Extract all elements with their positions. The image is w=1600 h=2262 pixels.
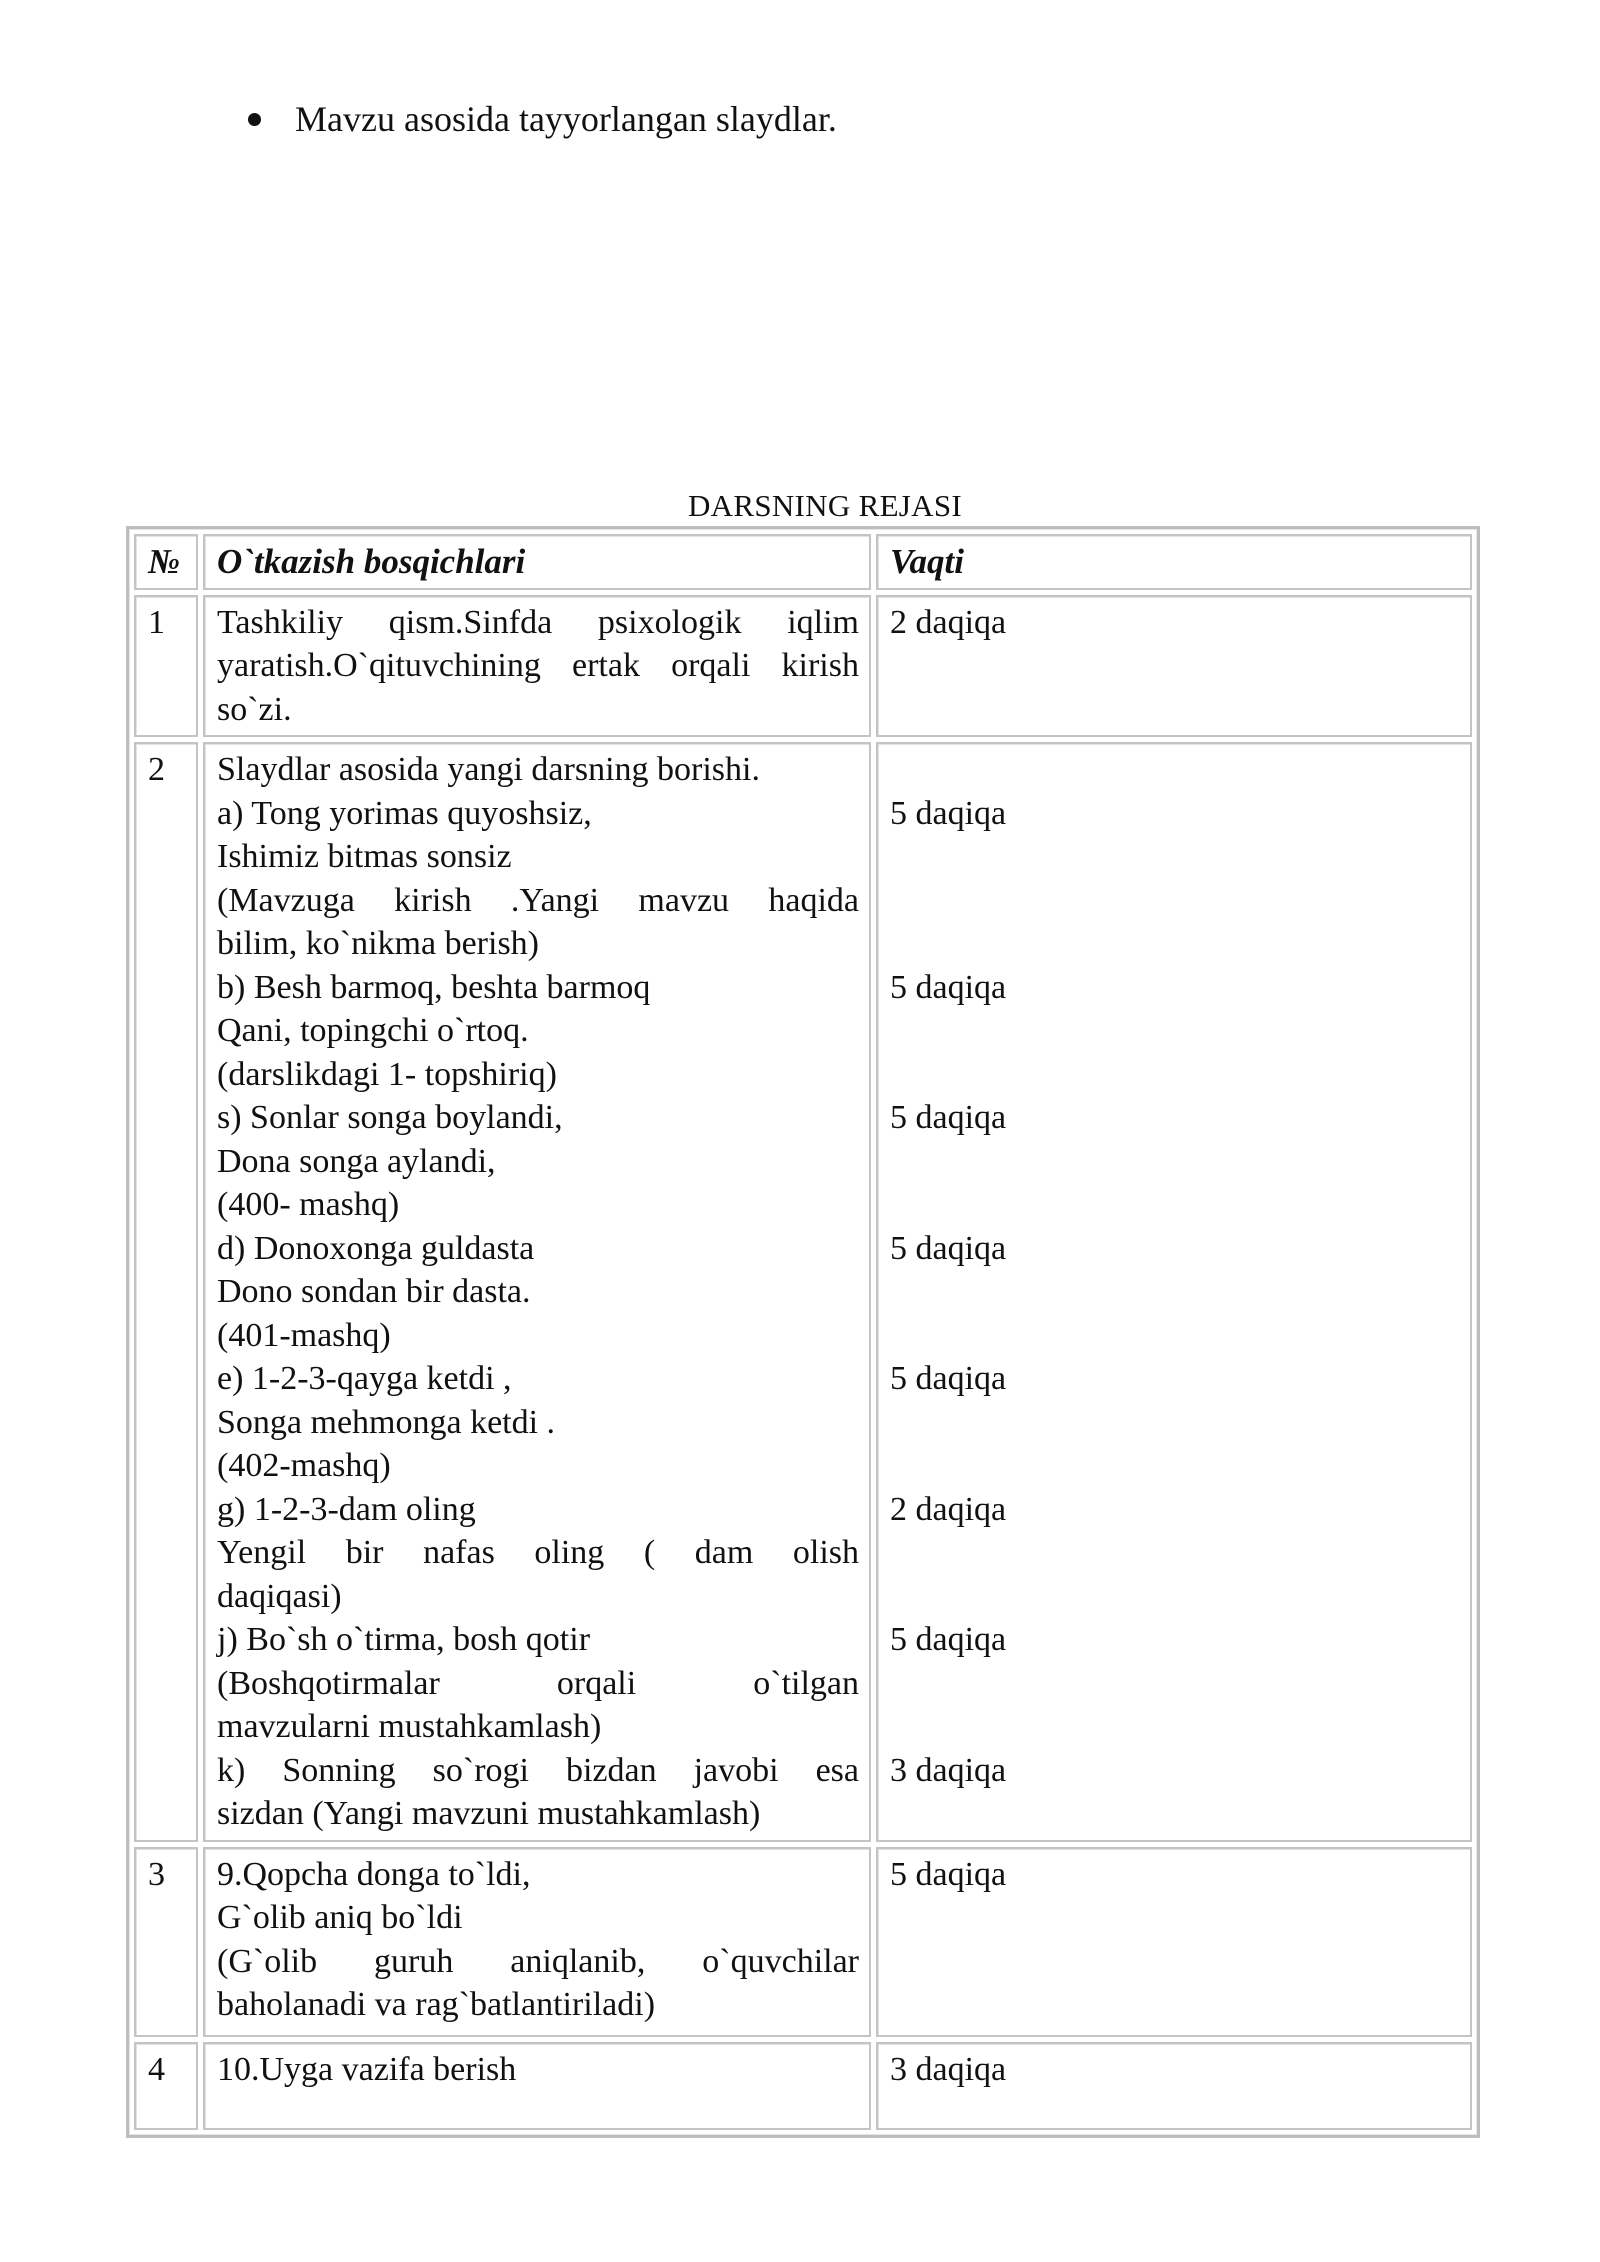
- time-line: 3 daqiqa: [890, 2050, 1007, 2088]
- table-row: [134, 1847, 1472, 2037]
- stage-line: b) Besh barmoq, beshta barmoq: [217, 968, 651, 1006]
- stage-line: (G`olib guruh aniqlanib, o`quvchilar: [217, 1942, 859, 1980]
- time-line: 2 daqiqa: [890, 603, 1007, 641]
- row-time: [876, 742, 1472, 1842]
- stage-line: (400- mashq): [217, 1186, 400, 1223]
- bullet-text: Mavzu asosida tayyorlangan slaydlar.: [295, 99, 837, 139]
- row-stage: [203, 595, 871, 738]
- time-line: [890, 1792, 1460, 1836]
- time-line: 5 daqiqa: [890, 1099, 1007, 1136]
- stage-line: (402-mashq): [217, 1447, 391, 1484]
- stage-line: yaratish.O`qituvchining ertak orqali kirish: [217, 647, 859, 684]
- stage-line: Songa mehmonga ketdi .: [217, 1403, 556, 1441]
- stage-line: j) Bo`sh o`tirma, bosh qotir: [217, 1621, 591, 1658]
- time-line: 3 daqiqa: [890, 1751, 1007, 1789]
- stage-line: e) 1-2-3-qayga ketdi ,: [217, 1360, 512, 1397]
- stage-line: Qani, topingchi o`rtoq.: [217, 1012, 529, 1049]
- bullet-dot-icon: [248, 113, 261, 126]
- table-row: [134, 2042, 1472, 2130]
- time-line: [890, 1401, 1460, 1445]
- stage-line: G`olib aniq bo`ldi: [217, 1899, 463, 1936]
- time-line: [890, 835, 1460, 879]
- stage-line: (Mavzuga kirish .Yangi mavzu haqida: [217, 881, 859, 919]
- time-line: [890, 1662, 1460, 1706]
- stage-line: 10.Uyga vazifa berish: [217, 2050, 517, 2088]
- time-line: [890, 1053, 1460, 1097]
- stage-line: Dona songa aylandi,: [217, 1142, 496, 1180]
- row-number: 4: [134, 2042, 198, 2130]
- time-line: [890, 1270, 1460, 1314]
- lesson-plan-table: [126, 526, 1480, 2138]
- stage-line: so`zi.: [217, 690, 292, 728]
- table-row: [134, 742, 1472, 1842]
- stage-line: (Boshqotirmalar orqali o`tilgan: [217, 1664, 859, 1702]
- stage-line: Tashkiliy qism.Sinfda psixologik iqlim: [217, 603, 859, 641]
- stage-line: a) Tong yorimas quyoshsiz,: [217, 794, 592, 832]
- time-line: 5 daqiqa: [890, 794, 1007, 832]
- row-time: [876, 595, 1472, 738]
- stage-line: k) Sonning so`rogi bizdan javobi esa: [217, 1751, 859, 1789]
- time-line: [890, 1444, 1460, 1488]
- table-title: DARSNING REJASI: [687, 488, 963, 523]
- table-row: [134, 595, 1472, 738]
- time-line: 5 daqiqa: [890, 1621, 1007, 1658]
- row-number: 2: [134, 742, 198, 1842]
- row-stage: [203, 1847, 871, 2037]
- time-line: [890, 1183, 1460, 1227]
- time-line: [890, 1009, 1460, 1053]
- time-line: [890, 1314, 1460, 1358]
- table-header-row: [134, 534, 1472, 590]
- time-line: [890, 748, 1460, 792]
- stage-line: g) 1-2-3-dam oling: [217, 1490, 476, 1528]
- time-line: [890, 1531, 1460, 1575]
- header-stage: O`tkazish bosqichlari: [203, 534, 871, 590]
- stage-line: bilim, ko`nikma berish): [217, 925, 540, 962]
- stage-line: 9.Qopcha donga to`ldi,: [217, 1855, 531, 1893]
- time-line: [890, 922, 1460, 966]
- stage-line: Yengil bir nafas oling ( dam olish: [217, 1534, 859, 1571]
- time-line: 5 daqiqa: [890, 1855, 1007, 1893]
- time-line: [890, 1575, 1460, 1619]
- stage-line: s) Sonlar songa boylandi,: [217, 1099, 563, 1136]
- bullet-item: [248, 94, 837, 144]
- stage-line: daqiqasi): [217, 1577, 342, 1615]
- time-line: 5 daqiqa: [890, 1229, 1007, 1267]
- row-time: [876, 2042, 1472, 2130]
- stage-line: baholanadi va rag`batlantiriladi): [217, 1986, 656, 2023]
- header-num: №: [134, 534, 198, 590]
- time-line: [890, 879, 1460, 923]
- stage-line: Ishimiz bitmas sonsiz: [217, 838, 512, 875]
- row-number: 1: [134, 595, 198, 738]
- stage-line: Slaydlar asosida yangi darsning borishi.: [217, 751, 760, 788]
- row-number: 3: [134, 1847, 198, 2037]
- stage-line: (darslikdagi 1- topshiriq): [217, 1055, 557, 1093]
- time-line: 2 daqiqa: [890, 1490, 1007, 1528]
- stage-line: d) Donoxonga guldasta: [217, 1229, 535, 1267]
- time-line: [890, 1140, 1460, 1184]
- stage-line: (401-mashq): [217, 1316, 391, 1354]
- time-line: 5 daqiqa: [890, 1360, 1007, 1397]
- row-time: [876, 1847, 1472, 2037]
- stage-line: mavzularni mustahkamlash): [217, 1708, 602, 1745]
- time-line: 5 daqiqa: [890, 968, 1007, 1006]
- time-line: [890, 1705, 1460, 1749]
- header-time: Vaqti: [876, 534, 1472, 590]
- stage-line: sizdan (Yangi mavzuni mustahkamlash): [217, 1795, 761, 1832]
- row-stage: [203, 742, 871, 1842]
- stage-line: Dono sondan bir dasta.: [217, 1273, 531, 1310]
- row-stage: [203, 2042, 871, 2130]
